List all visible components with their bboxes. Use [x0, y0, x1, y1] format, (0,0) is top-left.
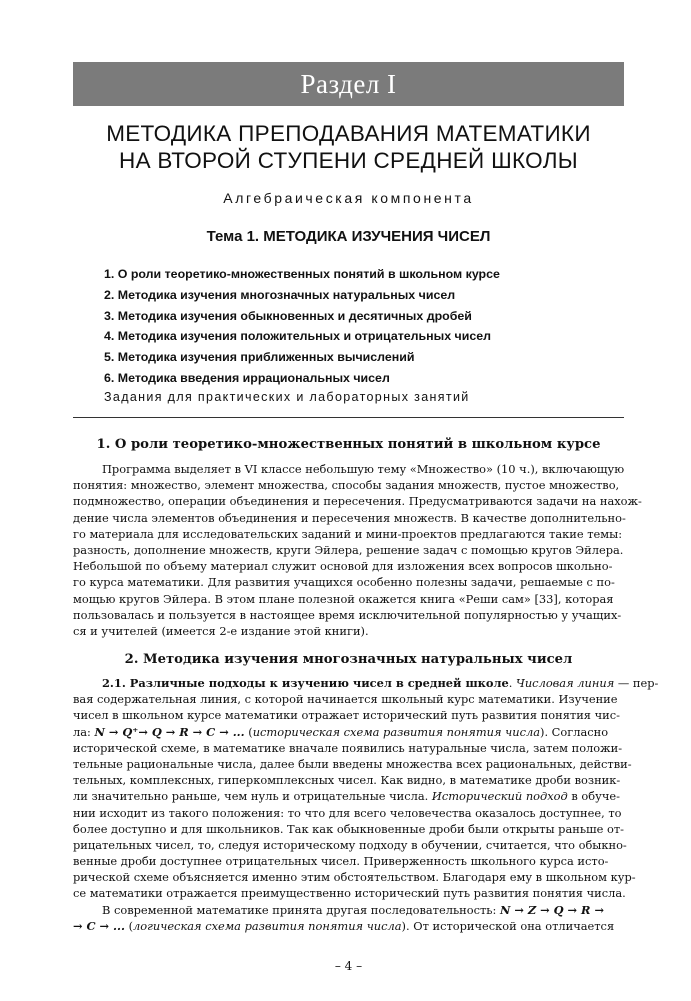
term-italic: логическая схема развития понятия числа	[133, 918, 402, 933]
text-line	[73, 788, 626, 804]
section-2-heading: 2. Методика изучения многозначных натуральных чисел	[124, 652, 573, 667]
text-span: — пер-	[614, 676, 659, 690]
text-line: тельных, комплексных, гиперкомплексных чисел. Как видно, в математике дроби возник-	[73, 773, 621, 788]
text-line: го курса математики. Для развития учащихся особенно полезны задачи, решаемые с по-	[73, 575, 615, 590]
title-line-2: НА ВТОРОЙ СТУПЕНИ СРЕДНЕЙ ШКОЛЫ	[119, 148, 578, 173]
punct: (	[244, 724, 253, 739]
text-line	[73, 675, 659, 691]
text-line: венные дроби доступнее отрицательных чисел. Приверженность школьного курса исто-	[73, 854, 609, 869]
text-line: се математики отражается преимущественно исторический путь развития понятия числа.	[73, 886, 626, 901]
text-line: го материала для исследовательских заданий и мини-проектов предлагаются такие темы:	[73, 526, 623, 541]
text-line: Программа выделяет в VI классе небольшую тему «Множество» (10 ч.), включающую	[102, 462, 625, 476]
text-line: исторической схеме, в математике вначале появились натуральные числа, затем положи-	[73, 740, 623, 755]
practice-tasks-line: Задания для практических и лабораторных занятий	[104, 390, 470, 404]
toc-item: 5. Методика изучения приближенных вычислений	[104, 350, 415, 365]
number-chain: → C → ...	[73, 918, 125, 933]
term-italic: Числовая линия	[516, 676, 615, 690]
toc-item: 1. О роли теоретико-множественных понятий в школьном курсе	[104, 267, 500, 281]
text-line: понятия: множество, элемент множества, способы задания множеств, пустое множество,	[73, 478, 620, 493]
text-line: рицательных чисел, то, следуя историческому подходу в обучении, считается, что обыкно-	[73, 837, 627, 852]
punct: (	[124, 918, 134, 933]
text-span: ли значительно раньше, чем нуль и отрицательные числа.	[73, 789, 432, 804]
text-line: мощью кругов Эйлера. В этом плане полезной окажется книга «Реши сам» [33], которая	[73, 591, 614, 606]
section-header: Раздел I	[73, 62, 624, 106]
theme-heading: Тема 1. МЕТОДИКА ИЗУЧЕНИЯ ЧИСЕЛ	[206, 228, 491, 245]
text-span: ). От исторической она отличается	[401, 918, 615, 933]
text-line: чисел в школьном курсе математики отражает исторический путь развития понятия чис-	[73, 708, 620, 723]
text-line: разность, дополнение множеств, круги Эйлера, решение задач с помощью кругов Эйлера.	[73, 542, 624, 557]
punct: .	[508, 676, 517, 690]
toc-item: 3. Методика изучения обыкновенных и десятичных дробей	[104, 308, 472, 323]
text-span: в обуче-	[567, 789, 620, 804]
section-2-body	[73, 675, 659, 934]
toc-item: 2. Методика изучения многозначных натуральных чисел	[104, 287, 456, 302]
text-span: В современной математике принята другая последовательность:	[102, 902, 500, 917]
page-title	[73, 120, 624, 174]
text-line	[73, 902, 626, 918]
text-line: рической схеме объясняется именно этим обстоятельством. Благодаря ему в школьном кур-	[73, 870, 636, 885]
page-number: – 4 –	[334, 959, 363, 973]
text-line: нии исходит из такого положения: то что для всего человечества оказалось доступнее, то	[73, 805, 622, 820]
section-1-heading: 1. О роли теоретико-множественных понятий в школьном курсе	[96, 437, 601, 452]
text-line: Небольшой по объему материал служит основой для изложения всех вопросов школьно-	[73, 559, 613, 574]
subtitle: Алгебраическая компонента	[223, 190, 474, 206]
number-chain: N → Q⁺→ Q → R → C → ...	[94, 724, 245, 739]
term-italic: историческая схема развития понятия числа	[252, 724, 540, 739]
table-of-contents	[104, 264, 624, 389]
text-span: ла:	[73, 724, 95, 739]
number-chain: N → Z → Q → R →	[499, 902, 605, 917]
text-line: дение числа элементов объединения и пересечения множеств. В качестве дополнительно-	[73, 510, 626, 525]
text-line	[73, 918, 626, 934]
title-line-1: МЕТОДИКА ПРЕПОДАВАНИЯ МАТЕМАТИКИ	[106, 121, 591, 146]
toc-item: 4. Методика изучения положительных и отрицательных чисел	[104, 329, 492, 344]
text-line: подмножество, операции объединения и пересечения. Предусматриваются задачи на нахож-	[73, 494, 642, 509]
text-line: ся и учителей (имеется 2-е издание этой книги).	[73, 623, 369, 638]
divider	[73, 417, 624, 418]
subsection-heading: 2.1. Различные подходы к изучению чисел в средней школе	[102, 676, 509, 690]
text-span: ). Согласно	[540, 724, 609, 739]
text-line	[73, 724, 626, 740]
section-1-body	[73, 461, 642, 639]
term-italic: Исторический подход	[431, 789, 568, 804]
text-line: пользовалась и пользуется в настоящее время исключительной популярностью у учащих-	[73, 607, 622, 622]
toc-item: 6. Методика введения иррациональных чисел	[104, 370, 390, 385]
text-line: вая содержательная линия, с которой начинается школьный курс математики. Изучение	[73, 692, 618, 707]
text-line: более доступно и для школьников. Так как обыкновенные дроби были открыты раньше от-	[73, 821, 625, 836]
text-line: тельные рациональные числа, далее были введены множества всех рациональных, действи-	[73, 756, 632, 771]
